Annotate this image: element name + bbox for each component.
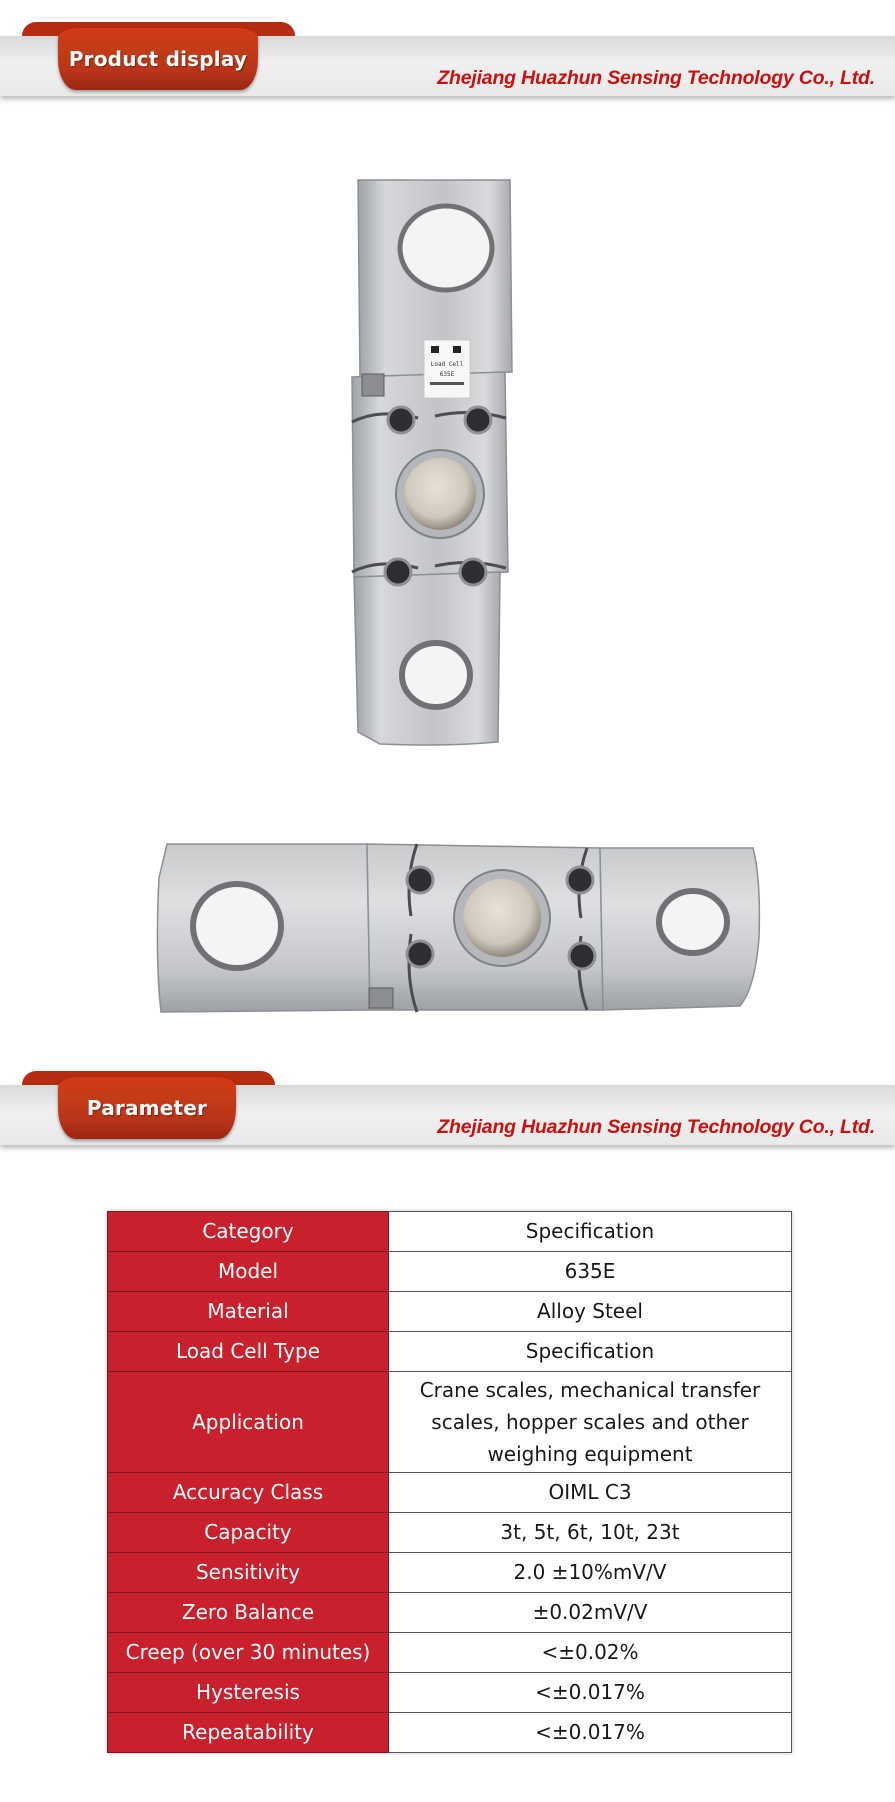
table-row	[108, 1372, 792, 1473]
row-key: Sensitivity	[108, 1553, 389, 1593]
table-row	[108, 1553, 792, 1593]
row-key: Creep (over 30 minutes)	[108, 1633, 389, 1673]
table-row	[108, 1252, 792, 1292]
row-value: 3t, 5t, 6t, 10t, 23t	[389, 1513, 792, 1553]
row-value: <±0.017%	[389, 1673, 792, 1713]
row-key: Material	[108, 1292, 389, 1332]
row-value: 635E	[389, 1252, 792, 1292]
product-display-tab	[26, 22, 291, 92]
table-header-category: Category	[108, 1212, 389, 1252]
row-key: Application	[108, 1372, 389, 1473]
row-value: ±0.02mV/V	[389, 1593, 792, 1633]
row-value: Specification	[389, 1332, 792, 1372]
row-value: 2.0 ±10%mV/V	[389, 1553, 792, 1593]
row-key: Capacity	[108, 1513, 389, 1553]
parameter-tab	[26, 1071, 271, 1141]
table-row	[108, 1513, 792, 1553]
table-header-row	[108, 1212, 792, 1252]
table-row	[108, 1633, 792, 1673]
tab-body	[58, 28, 258, 90]
section-title: Product display	[68, 47, 248, 71]
table-row	[108, 1473, 792, 1513]
row-key: Hysteresis	[108, 1673, 389, 1713]
product-photo-horizontal	[155, 838, 765, 1018]
table-row	[108, 1593, 792, 1633]
parameter-table	[107, 1211, 792, 1753]
row-value: OIML C3	[389, 1473, 792, 1513]
row-key: Zero Balance	[108, 1593, 389, 1633]
row-value: <±0.017%	[389, 1713, 792, 1753]
row-key: Model	[108, 1252, 389, 1292]
table-row	[108, 1673, 792, 1713]
row-key: Repeatability	[108, 1713, 389, 1753]
parameter-banner	[0, 1071, 895, 1181]
row-value: <±0.02%	[389, 1633, 792, 1673]
table-row	[108, 1713, 792, 1753]
table-row	[108, 1332, 792, 1372]
company-name: Zhejiang Huazhun Sensing Technology Co., Ltd.	[437, 67, 875, 89]
tab-body	[58, 1077, 236, 1139]
section-title: Parameter	[86, 1096, 208, 1120]
row-key: Load Cell Type	[108, 1332, 389, 1372]
sticker-text: Load Cell	[430, 361, 464, 368]
table-header-specification: Specification	[389, 1212, 792, 1252]
company-name: Zhejiang Huazhun Sensing Technology Co., Ltd.	[437, 1116, 875, 1138]
sticker-model: 635E	[439, 371, 455, 378]
row-value: Alloy Steel	[389, 1292, 792, 1332]
row-value: Crane scales, mechanical transfer scales, hopper scales and other weighing equipment	[389, 1372, 792, 1473]
row-key: Accuracy Class	[108, 1473, 389, 1513]
product-photo-vertical	[340, 172, 525, 752]
table-row	[108, 1292, 792, 1332]
product-display-banner	[0, 22, 895, 132]
